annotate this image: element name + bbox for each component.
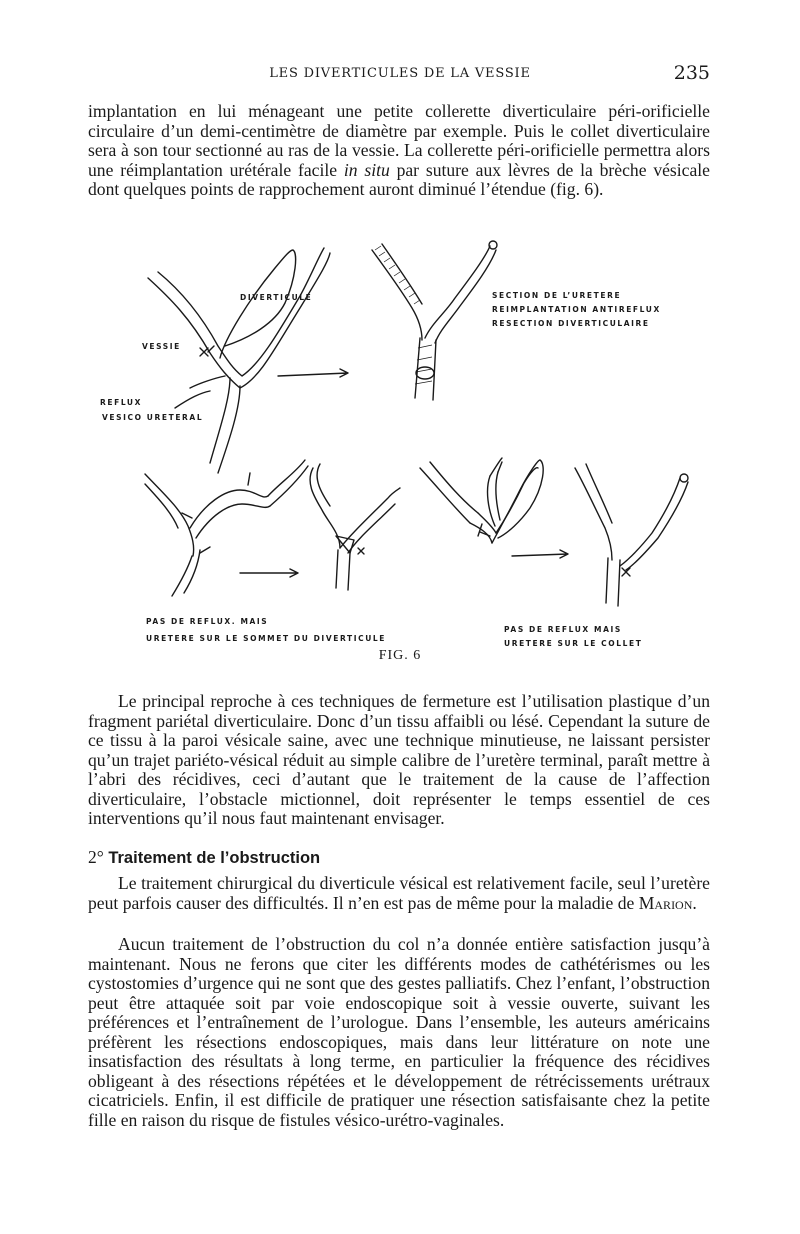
paragraph-traitement xyxy=(88,874,710,913)
paragraph-text: par suture aux lèvres de la brèche vésicale dont quelques points de rapprochement auront diminué l’étendue (fig. 6). xyxy=(88,159,710,199)
sketch-reflux xyxy=(148,248,330,473)
paragraph-reproche: Le principal reproche à ces techniques de fermeture est l’utilisation plastique d’un fragment pariétal diverticulaire. Donc d’un tissu affaibli ou lésé. Cependant la suture de ce tissu à la paroi vésicale saine, avec une technique minutieuse, ne laissant persister qu’un trajet pariéto-vésical réduit au simple calibre de l’uretère terminal, paraît mettre à l’abri des récidives, ceci d’autant que le traitement de la cause de l’affection diverticulaire, l’obstacle mictionnel, doit représenter le temps essentiel de ces interventions qu’il nous faut maintenant envisager. xyxy=(88,691,710,828)
paragraph-implantation xyxy=(88,102,710,200)
arrow-right-icon xyxy=(240,569,298,577)
surgical-sketch xyxy=(100,228,700,660)
sketch-reimplantation xyxy=(372,241,497,400)
label-pas-reflux-collet: PAS DE REFLUX MAIS xyxy=(504,625,622,634)
arrow-right-icon xyxy=(278,369,348,377)
author-name: Marion xyxy=(638,892,693,913)
paragraph-text: implantation en lui ménageant une petite collerette diverticulaire péri-orificielle circulaire d’un demi-centimètre de diamètre par exemple. Puis le collet diverticulaire sera à son tour sectionné au ras de la vessie. La collerette péri-orificielle permettra alors une réimplantation urétérale facile xyxy=(88,101,710,180)
section-title: Traitement de l’obstruction xyxy=(108,849,321,867)
paragraph-end: . xyxy=(692,892,697,913)
figure-caption: FIG. 6 xyxy=(378,648,422,663)
paragraph-obstruction: Aucun traitement de l’obstruction du col n’a donnée entière satisfaction jusqu’à maintenant. Nous ne ferons que citer les différents modes de cathétérismes ou les cystostomies d’urgence qui ne sont que des gestes palliatifs. Chez l’enfant, l’obstruction peut être attaquée soit par voie endoscopique soit à vessie ouverte, suivant les préférences et l’entraînement de l’urologue. Dans l’ensemble, les auteurs américains préfèrent les résections endoscopiques, mais dans leur littérature on note une insatisfaction des résultats à long terme, en particulier la fréquence des récidives obligeant à des résections répétées et le développement de rétrécissements urétraux cicatriciels. Enfin, il est difficile de pratiquer une résection satisfaisante chez la petite fille en raison du risque de fistules vésico-urétro-vaginales. xyxy=(88,934,710,1130)
label-vessie: VESSIE xyxy=(142,342,181,351)
arrow-right-icon xyxy=(512,550,568,558)
label-uretere-collet: URETERE SUR LE COLLET xyxy=(504,639,643,648)
label-reimplantation: REIMPLANTATION ANTIREFLUX xyxy=(492,305,661,314)
label-diverticule: DIVERTICULE xyxy=(240,293,313,302)
sketch-collet xyxy=(420,458,688,606)
label-resection: RESECTION DIVERTICULAIRE xyxy=(492,319,650,328)
italic-term: in situ xyxy=(343,159,390,180)
label-pas-reflux-sommet: PAS DE REFLUX. MAIS xyxy=(146,617,269,626)
section-heading xyxy=(88,847,320,868)
label-section: SECTION DE L’URETERE xyxy=(492,291,622,300)
page-number: 235 xyxy=(673,62,710,84)
section-number: 2° xyxy=(88,847,104,867)
running-title: LES DIVERTICULES DE LA VESSIE xyxy=(269,66,531,81)
label-reflux-vesico: VESICO URETERAL xyxy=(102,413,204,422)
label-reflux: REFLUX xyxy=(100,398,143,407)
figure-6 xyxy=(100,228,700,660)
sketch-sommet xyxy=(145,460,400,596)
label-uretere-sommet: URETERE SUR LE SOMMET DU DIVERTICULE xyxy=(146,634,386,643)
paragraph-text: Le traitement chirurgical du diverticule vésical est relativement facile, seul l’uretère peut parfois causer des difficultés. Il n’en est pas de même pour la maladie de xyxy=(88,873,710,913)
